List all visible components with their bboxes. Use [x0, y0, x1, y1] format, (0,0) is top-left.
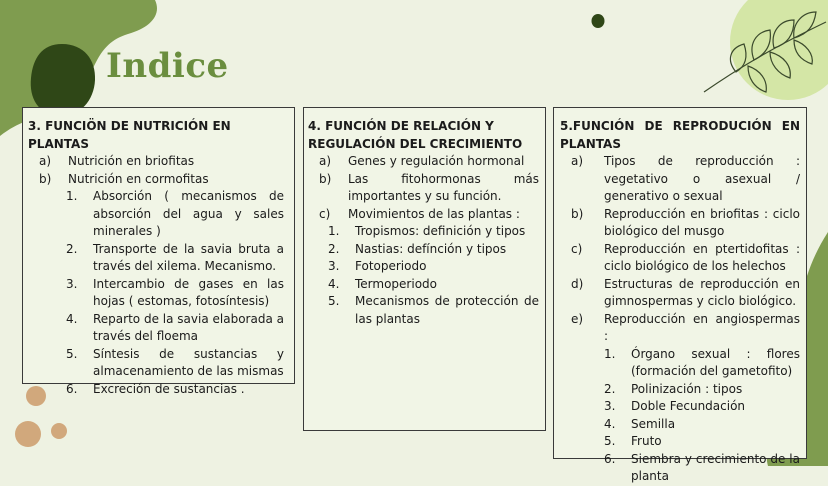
list-marker: 4. — [604, 416, 616, 431]
sub-list — [328, 223, 539, 328]
sub-list — [66, 188, 284, 398]
sub-list-item — [66, 188, 284, 241]
list-item-text: Reproducción en angiospermas : — [604, 311, 800, 343]
page-title: Indice — [106, 46, 229, 86]
list-item-text: Estructuras de reproducción en gimnospermas y ciclo biológico. — [604, 276, 800, 308]
list-marker: 1. — [328, 224, 340, 238]
list-marker: 4. — [66, 311, 78, 326]
list-marker: 6. — [604, 451, 616, 466]
list-item — [560, 206, 800, 241]
list-item-text: Doble Fecundación — [631, 399, 746, 413]
list-item-text: Nutrición en briofitas — [68, 154, 195, 168]
sub-list-item — [66, 346, 284, 381]
list-marker: b) — [571, 206, 584, 221]
list-marker: 3. — [604, 399, 616, 413]
list-item-text: Excreción de sustancias . — [93, 381, 245, 396]
list-item — [28, 171, 284, 189]
list-marker: 1. — [66, 189, 78, 203]
list-marker: 6. — [66, 381, 78, 396]
sub-list-item — [604, 346, 800, 381]
list-item-text: Reparto de la savia elaborada a través del floema — [93, 311, 284, 343]
list-item-text: Movimientos de las plantas : — [348, 206, 520, 221]
sub-list-item — [604, 416, 800, 434]
list-marker: a) — [39, 154, 52, 168]
list-item-text: Tipos de reproducción : vegetativo o asexual / generativo o sexual — [604, 154, 800, 203]
list-marker: 5. — [604, 434, 616, 448]
list-item-text: Las fitohormonas más importantes y su función. — [348, 171, 539, 203]
section-relacion — [303, 107, 546, 431]
list-item-text: Nastias: defínción y tipos — [355, 241, 507, 256]
list-item-text: Absorción ( mecanismos de absorción del agua y sales minerales ) — [93, 189, 284, 238]
list-marker: b) — [39, 171, 52, 186]
sub-list-item — [66, 276, 284, 311]
section-list — [308, 153, 539, 223]
list-item-text: Siembra y crecimiento de la planta — [631, 451, 800, 483]
list-marker: d) — [571, 276, 584, 291]
list-item — [28, 153, 284, 171]
sub-list-item — [328, 241, 539, 259]
list-item-text: Semilla — [631, 416, 676, 431]
list-item — [308, 171, 539, 206]
list-item-text: Genes y regulación hormonal — [348, 154, 525, 168]
list-marker: e) — [571, 311, 584, 326]
section-list — [560, 153, 800, 346]
sub-list-item — [66, 311, 284, 346]
sub-list-item — [604, 381, 800, 399]
section-heading: 3. FUNCIÖN DE NUTRICIÓN EN PLANTAS — [28, 119, 231, 151]
list-item-text: Reproducción en briofitas : ciclo biológico del musgo — [604, 206, 800, 238]
list-item-text: Intercambio de gases en las hojas ( estomas, fotosíntesis) — [93, 276, 284, 308]
list-item-text: Termoperiodo — [355, 276, 437, 291]
sub-list-item — [604, 398, 800, 416]
list-item — [308, 206, 539, 224]
list-marker: a) — [319, 154, 332, 168]
list-marker: c) — [319, 206, 331, 221]
small-dot-shape — [591, 13, 607, 29]
top-right-leaf-icon — [696, 0, 828, 110]
sub-list-item — [328, 223, 539, 241]
section-heading: 4. FUNCIÓN DE RELACIÓN Y REGULACIÓN DEL CRECIMIENTO — [308, 119, 523, 151]
list-marker: 2. — [328, 241, 340, 256]
list-marker: c) — [571, 241, 583, 256]
list-marker: a) — [571, 154, 584, 168]
list-item-text: Órgano sexual : flores (formación del gametofito) — [631, 346, 800, 378]
list-marker: 3. — [66, 276, 78, 291]
list-item — [560, 276, 800, 311]
list-marker: b) — [319, 171, 332, 186]
section-reproduccion — [553, 107, 807, 483]
sub-list-item — [328, 258, 539, 276]
section-nutricion — [22, 107, 295, 396]
sub-list-item — [66, 381, 284, 399]
list-marker: 1. — [604, 346, 616, 361]
list-item — [560, 241, 800, 276]
list-marker: 5. — [328, 294, 340, 308]
sub-list-item — [66, 241, 284, 276]
list-item-text: Mecanismos de protección de las plantas — [355, 294, 539, 326]
sub-list-item — [604, 433, 800, 451]
list-item-text: Reproducción en ptertidofitas : ciclo biológico de los helechos — [604, 241, 800, 273]
list-item — [560, 311, 800, 346]
list-item — [308, 153, 539, 171]
list-marker: 3. — [328, 259, 340, 273]
list-item — [560, 153, 800, 206]
sub-list-item — [328, 276, 539, 294]
list-item-text: Fotoperiodo — [355, 259, 427, 273]
sub-list-item — [328, 293, 539, 328]
sub-list — [604, 346, 800, 486]
list-item-text: Fruto — [631, 434, 662, 448]
sub-list-item — [604, 451, 800, 486]
list-marker: 5. — [66, 346, 78, 361]
list-item-text: Síntesis de sustancias y almacenamiento de las mismas — [93, 346, 284, 378]
list-marker: 2. — [604, 381, 616, 396]
list-item-text: Nutrición en cormofitas — [68, 171, 209, 186]
list-item-text: Transporte de la savia bruta a través del xilema. Mecanismo. — [93, 241, 284, 273]
list-marker: 4. — [328, 276, 340, 291]
list-item-text: Polinización : tipos — [631, 381, 743, 396]
list-marker: 2. — [66, 241, 78, 256]
section-list — [28, 153, 284, 188]
section-heading: 5.FUNCIÓN DE REPRODUCIÓN EN PLANTAS — [560, 119, 800, 151]
list-item-text: Tropismos: definición y tipos — [355, 224, 526, 238]
